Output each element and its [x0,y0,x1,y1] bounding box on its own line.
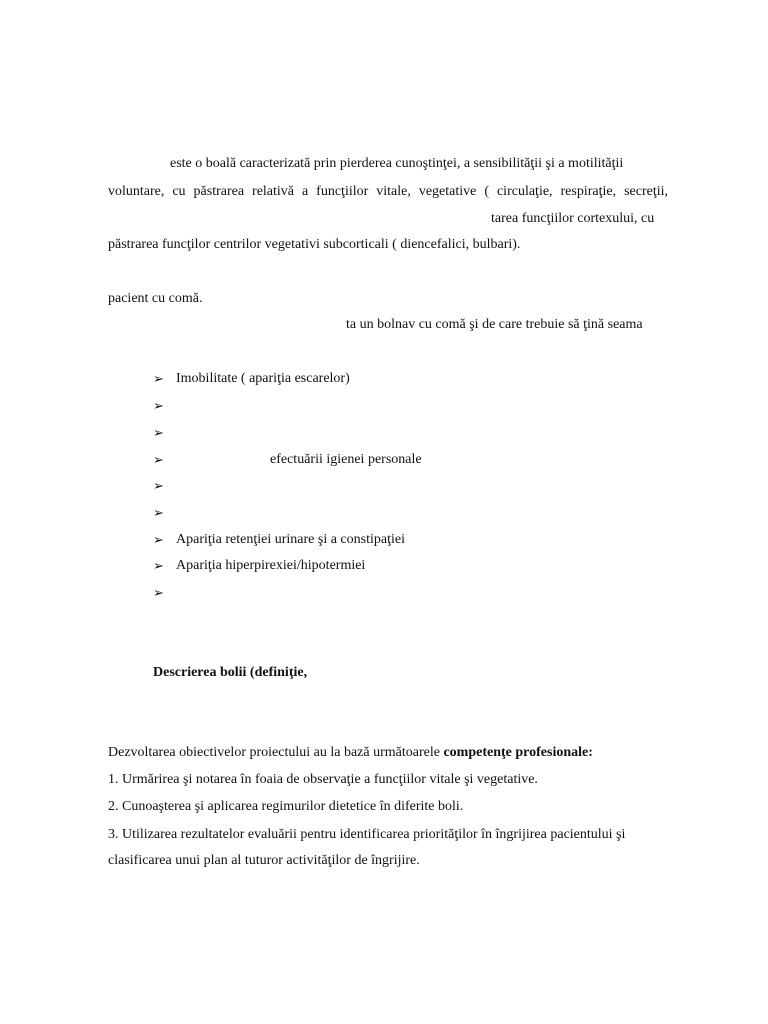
bullet-arrow-icon: ➢ [153,585,164,600]
intro-line-2-word: funcţiilor [316,184,369,199]
bullet-item-8: Apariţia hiperpirexiei/hipotermiei [176,558,366,573]
intro-line-3: tarea funcţiilor cortexului, cu [491,211,655,226]
bullet-arrow-icon: ➢ [153,371,164,386]
intro-line-2-word: relativă [252,184,295,199]
intro-line-2-word: a [301,184,309,199]
bullet-arrow-icon: ➢ [153,532,164,547]
intro-line-2-word: vitale, [376,184,411,199]
intro-line-2-word: respiraţie, [560,184,617,199]
intro-line-2-word: păstrarea [193,184,245,199]
intro-line-2-word: vegetative [418,184,477,199]
bullet-arrow-icon: ➢ [153,398,164,413]
intro-line-1: este o boală caracterizată prin pierderea cunoştinţei, a sensibilităţii şi a motilităţii [170,156,624,171]
bullet-arrow-icon: ➢ [153,452,164,467]
competence-item-1: 1. Urmărirea şi notarea în foaia de observaţie a funcţiilor vitale şi vegetative. [108,772,538,787]
intro-line-2-word: secreţii, [624,184,668,199]
bullet-item-7: Apariţia retenţiei urinare şi a constipaţiei [176,532,405,547]
intro-line-2-word: cu [172,184,186,199]
bullet-arrow-icon: ➢ [153,478,164,493]
competences-intro [108,745,593,761]
bullet-item-4: efectuării igienei personale [270,452,422,467]
competence-item-2: 2. Cunoaşterea şi aplicarea regimurilor dietetice în diferite boli. [108,799,464,814]
intro-line-2-word: voluntare, [108,184,165,199]
competences-intro-bold: competenţe profesionale: [443,745,593,760]
intro-line-2-word: circulaţie, [496,184,553,199]
bullet-arrow-icon: ➢ [153,425,164,440]
section-heading: Descrierea bolii (definiţie, [153,665,308,680]
competence-item-3: 3. Utilizarea rezultatelor evaluării pentru identificarea priorităţilor în îngrijirea pacientului şi [108,827,626,842]
bullet-arrow-icon: ➢ [153,558,164,573]
competence-item-4: clasificarea unui plan al tuturor activităţilor de îngrijire. [108,853,420,868]
competences-intro-text: Dezvoltarea obiectivelor proiectului au la bază următoarele [108,745,444,760]
patient-line-1: pacient cu comă. [108,291,203,306]
intro-line-2-word: ( [484,184,489,199]
patient-line-2: ta un bolnav cu comă şi de care trebuie să ţină seama [346,317,643,332]
intro-line-2 [108,184,668,200]
bullet-arrow-icon: ➢ [153,505,164,520]
bullet-item-1: Imobilitate ( apariţia escarelor) [176,371,350,386]
intro-line-4: păstrarea funcţilor centrilor vegetativi subcorticali ( diencefalici, bulbari). [108,237,521,252]
